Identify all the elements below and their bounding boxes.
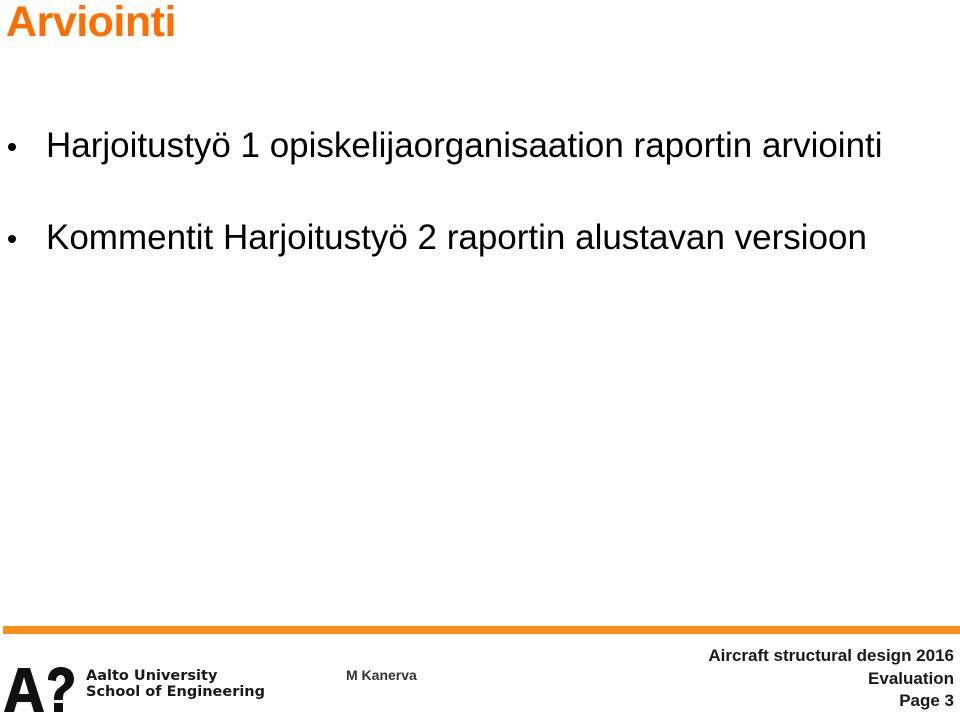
footer-section: Evaluation bbox=[868, 668, 954, 688]
bullet-icon bbox=[8, 235, 16, 243]
aalto-logo bbox=[4, 664, 266, 714]
slide-title: Arviointi bbox=[6, 0, 176, 46]
bullet-item bbox=[0, 216, 900, 260]
footer-page-number: Page 3 bbox=[899, 691, 954, 710]
bullet-list bbox=[0, 124, 900, 260]
bullet-item bbox=[0, 124, 900, 168]
bullet-text: Kommentit Harjoitustyö 2 raportin alustavan versioon bbox=[46, 218, 867, 257]
aalto-logo-mark-icon bbox=[4, 666, 76, 714]
bullet-text: Harjoitustyö 1 opiskelijaorganisaation raportin arviointi bbox=[46, 126, 883, 165]
bullet-icon bbox=[8, 143, 16, 151]
footer-info bbox=[708, 645, 954, 713]
footer-author: M Kanerva bbox=[346, 667, 417, 683]
footer-divider bbox=[3, 626, 960, 634]
logo-school-name: School of Engineering bbox=[86, 684, 266, 700]
footer-course: Aircraft structural design 2016 bbox=[708, 646, 954, 665]
logo-university-name: Aalto University bbox=[86, 668, 218, 684]
